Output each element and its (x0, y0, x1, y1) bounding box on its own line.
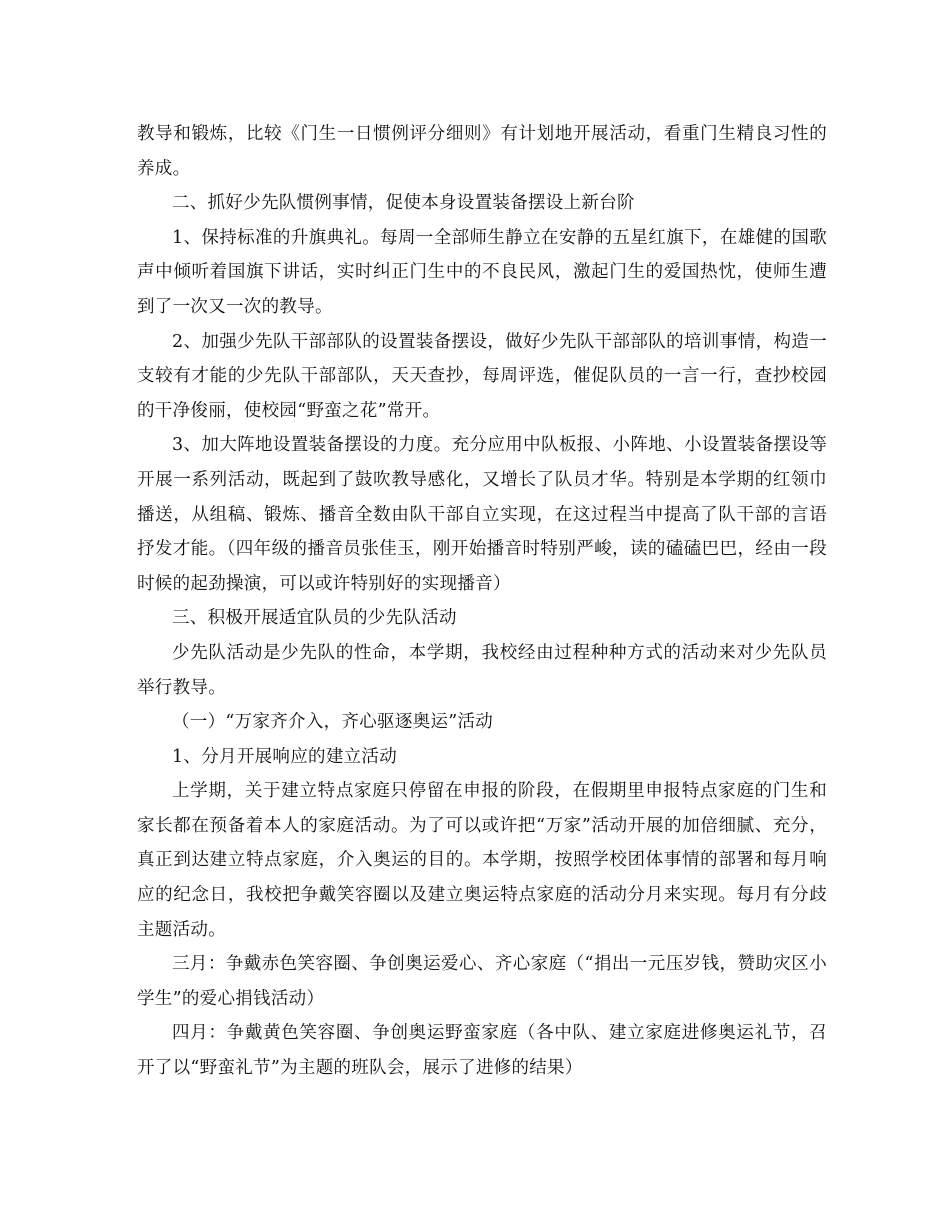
subsection-heading-1: （一）“万家齐介入，齐心驱逐奥运”活动 (172, 712, 494, 733)
section-heading-2: 二、抓好少先队惯例事情，促使本身设置装备摆设上新台阶 (172, 193, 635, 214)
paragraph-activity-intro: 少先队活动是少先队的性命，本学期，我校经由过程种种方式的活动来对少先队员举行教导。 (137, 642, 827, 698)
paragraph-cadre-team: 2、加强少先队干部部队的设置装备摆设，做好少先队干部部队的培训事情，构造一支较有才能的少先队干部部队，天天查抄，每周评选，催促队员的一言一行，查抄校园的干净俊丽，使校园“野蛮之花”常开。 (137, 331, 827, 421)
paragraph-march: 三月：争戴赤色笑容圈、争创奥运爱心、齐心家庭（“捐出一元压岁钱，赞助灾区小学生”的爱心捐钱活动） (137, 954, 827, 1009)
section-heading-3: 三、积极开展适宜队员的少先队活动 (172, 608, 457, 629)
paragraph-april: 四月：争戴黄色笑容圈、争创奥运野蛮家庭（各中队、建立家庭进修奥运礼节，召开了以“野蛮礼节”为主题的班队会，展示了进修的结果） (137, 1023, 827, 1079)
document-body (137, 117, 827, 1086)
paragraph-position-building: 3、加大阵地设置装备摆设的力度。充分应用中队板报、小阵地、小设置装备摆设等开展一系列活动，既起到了鼓吹教导感化，又增长了队员才华。特别是本学期的红领巾播送，从组稿、锻炼、播音全数由队干部自立实现，在这过程当中提高了队干部的言语抒发才能。（四年级的播音员张佳玉，刚开始播音时特别严峻，读的磕磕巴巴，经由一段时候的起劲操演，可以或许特别好的实现播音） (137, 435, 827, 594)
item-heading-1: 1、分月开展响应的建立活动 (172, 746, 398, 767)
paragraph-flag-ceremony: 1、保持标准的升旗典礼。每周一全部师生静立在安静的五星红旗下，在雄健的国歌声中倾听着国旗下讲话，实时纠正门生中的不良民风，激起门生的爱国热忱，使师生遭到了一次又一次的教导。 (137, 227, 827, 317)
paragraph-continuation: 教导和锻炼，比较《门生一日惯例评分细则》有计划地开展活动，看重门生精良习性的养成。 (137, 124, 827, 179)
paragraph-family-activity: 上学期，关于建立特点家庭只停留在申报的阶段，在假期里申报特点家庭的门生和家长都在预备着本人的家庭活动。为了可以或许把“万家”活动开展的加倍细腻、充分，真正到达建立特点家庭，介入奥运的目的。本学期，按照学校团体事情的部署和每月响应的纪念日，我校把争戴笑容圈以及建立奥运特点家庭的活动分月来实现。每月有分歧主题活动。 (137, 781, 827, 940)
